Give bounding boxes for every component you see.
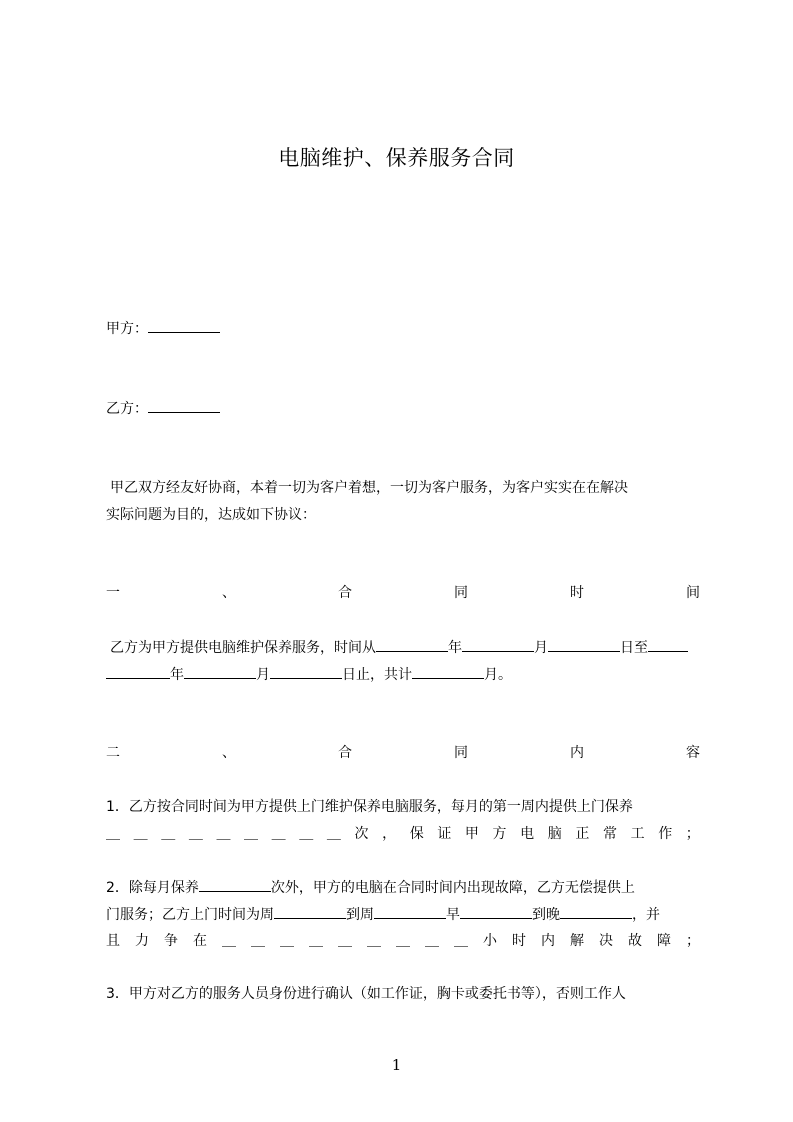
weekday-to-blank[interactable] [374, 904, 446, 919]
item-1-char: 脑 [547, 826, 562, 842]
item-2-char: ＿ [425, 933, 439, 949]
section-2-char: 内 [570, 745, 584, 761]
s1-text-a: 乙方为甲方提供电脑维护保养服务，时间从 [110, 640, 376, 656]
end-day-blank[interactable] [270, 664, 342, 679]
item-1-char: ＿ [299, 826, 314, 842]
item-2-char: ＿ [280, 933, 294, 949]
item-1-char: 电 [520, 826, 535, 842]
section-2-heading [106, 743, 700, 763]
item-1-line-1: 1．乙方按合同时间为甲方提供上门维护保养电脑服务，每月的第一周内提供上门保养 [106, 799, 633, 815]
item-1-char: ＿ [188, 826, 203, 842]
item-2-char: ＿ [251, 933, 265, 949]
item-1-char: 保 [409, 826, 424, 842]
party-b-label: 乙方： [106, 401, 148, 417]
item-3-line-1: 3．甲方对乙方的服务人员身份进行确认（如工作证，胸卡或委托书等），否则工作人 [106, 986, 626, 1002]
section-1-heading [106, 583, 700, 603]
intro-line-1: 甲乙双方经友好协商，本着一切为客户着想，一切为客户服务，为客户实实在在解决 [110, 480, 628, 496]
item-2-char: 且 [106, 933, 120, 949]
section-1-char: 时 [570, 585, 584, 601]
item-2-line-1 [106, 877, 700, 898]
weekday-from-blank[interactable] [274, 904, 346, 919]
section-2-char: 容 [686, 745, 700, 761]
morning-time-blank[interactable] [460, 904, 532, 919]
item-2-text-a: 2．除每月保养 [106, 880, 199, 896]
section-1-char: 合 [338, 585, 352, 601]
section-1-char: 间 [686, 585, 700, 601]
section-2-char: 二 [106, 745, 120, 761]
page-number: 1 [391, 1056, 402, 1074]
s1-year-label: 年 [448, 640, 462, 656]
item-1-char: ＿ [271, 826, 286, 842]
item-2-char: ＿ [222, 933, 236, 949]
item-1-char: 工 [630, 826, 645, 842]
item-2-line-3 [106, 931, 700, 951]
item-1-char: ＿ [133, 826, 148, 842]
s1-day-to-label: 日至 [620, 640, 648, 656]
section-1-char: 同 [454, 585, 468, 601]
item-2-char: ＿ [454, 933, 468, 949]
item-2-text-f: 到晚 [532, 907, 560, 923]
end-year-blank[interactable] [106, 664, 170, 679]
s1-month2-label: 月 [256, 667, 270, 683]
item-1-char: 甲 [464, 826, 479, 842]
start-day-blank[interactable] [548, 637, 620, 652]
item-2-char: ； [686, 933, 700, 949]
item-1-char: 作 [658, 826, 673, 842]
section-2-char: 同 [454, 745, 468, 761]
item-2-text-e: 早 [446, 907, 460, 923]
item-2-char: ＿ [309, 933, 323, 949]
item-2-char: 内 [541, 933, 555, 949]
item-2-text-c: 门服务；乙方上门时间为周 [106, 907, 274, 923]
item-1-char: ＿ [106, 826, 120, 842]
item-2-char: 争 [164, 933, 178, 949]
item-1-char: ＿ [161, 826, 176, 842]
section-2-char: 、 [222, 745, 236, 761]
s1-day-end-label: 日止，共计 [342, 667, 412, 683]
item-2-char: 在 [193, 933, 207, 949]
item-1-char: ， [382, 826, 397, 842]
item-1-char: 次 [354, 826, 369, 842]
party-a-label: 甲方： [106, 321, 148, 337]
item-1-char: 正 [575, 826, 590, 842]
intro-line-2: 实际问题为目的，达成如下协议： [106, 507, 316, 523]
item-2-char: 小 [483, 933, 497, 949]
item-2-char: 故 [628, 933, 642, 949]
section-1-line-2 [106, 664, 700, 685]
s1-month-label: 月 [534, 640, 548, 656]
section-1-line-1 [110, 637, 700, 658]
item-1-char: 方 [492, 826, 507, 842]
item-1-char: ＿ [244, 826, 259, 842]
total-months-blank[interactable] [412, 664, 484, 679]
item-2-char: ＿ [367, 933, 381, 949]
item-2-char: 障 [657, 933, 671, 949]
item-2-char: 解 [570, 933, 584, 949]
item-2-char: 力 [135, 933, 149, 949]
item-2-text-b: 次外，甲方的电脑在合同时间内出现故障，乙方无偿提供上 [270, 880, 635, 896]
item-1-char: 常 [602, 826, 617, 842]
section-2-char: 合 [338, 745, 352, 761]
item-2-text-d: 到周 [346, 907, 374, 923]
item-1-line-2 [106, 824, 700, 844]
item-2-line-2 [106, 904, 700, 925]
maintenance-count-blank[interactable] [199, 877, 271, 892]
end-month-blank[interactable] [184, 664, 256, 679]
party-a-blank[interactable] [148, 318, 220, 333]
s1-year2-label: 年 [170, 667, 184, 683]
section-1-char: 、 [222, 585, 236, 601]
item-2-char: ＿ [338, 933, 352, 949]
start-year-blank[interactable] [376, 637, 448, 652]
section-1-char: 一 [106, 585, 120, 601]
end-year-blank-part[interactable] [648, 637, 688, 652]
evening-time-blank[interactable] [560, 904, 632, 919]
start-month-blank[interactable] [462, 637, 534, 652]
item-1-char: ＿ [216, 826, 231, 842]
item-1-char: ＿ [326, 826, 341, 842]
party-a-line [106, 318, 700, 339]
item-2-text-g: ，并 [632, 907, 660, 923]
item-1-char: ； [685, 826, 700, 842]
page-title: 电脑维护、保养服务合同 [278, 146, 515, 170]
party-b-line [106, 398, 700, 419]
item-2-char: 时 [512, 933, 526, 949]
item-2-char: 决 [599, 933, 613, 949]
s1-month-end-label: 月。 [484, 667, 512, 683]
party-b-blank[interactable] [148, 398, 220, 413]
item-2-char: ＿ [396, 933, 410, 949]
item-1-char: 证 [437, 826, 452, 842]
